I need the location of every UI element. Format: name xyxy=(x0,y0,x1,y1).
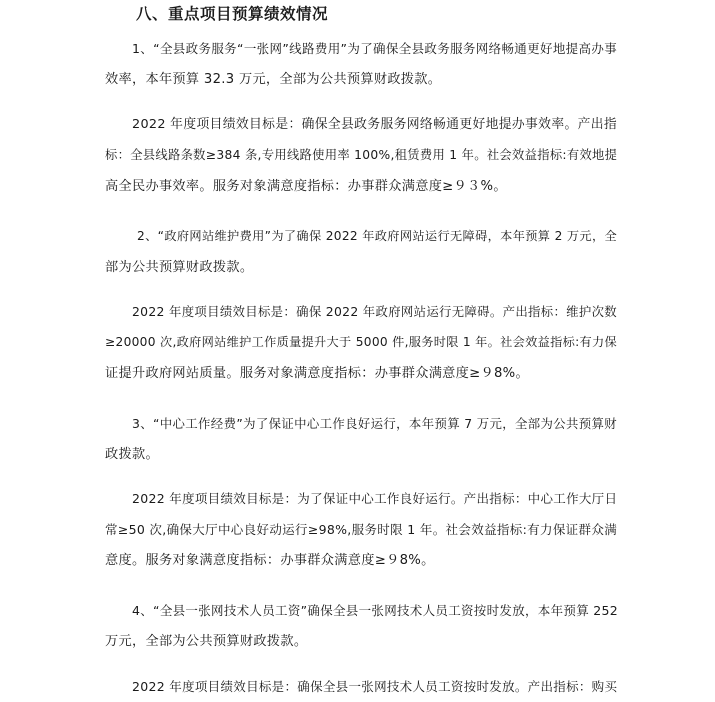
paragraph-project-1-goals xyxy=(105,109,617,202)
paragraph-project-2 xyxy=(105,221,617,283)
paragraph-line: 2022 年度项目绩效目标是：为了保证中心工作良好运行。产出指标：中心工作大厅日 xyxy=(132,491,618,506)
section-heading: 八、重点项目预算绩效情况 xyxy=(136,5,329,23)
paragraph-line: 3、“中心工作经费”为了保证中心工作良好运行，本年预算 7 万元，全部为公共预算财 xyxy=(132,416,617,431)
paragraph-project-1 xyxy=(105,33,617,95)
paragraph-line: 部为公共预算财政拨款。 xyxy=(105,260,254,275)
paragraph-line: 高全民办事效率。服务对象满意度指标：办事群众满意度≥９３%。 xyxy=(105,179,507,194)
paragraph-project-4-goals xyxy=(105,671,617,702)
paragraph-line: 证提升政府网站质量。服务对象满意度指标：办事群众满意度≥９8%。 xyxy=(105,366,530,381)
paragraph-line: 效率，本年预算 32.3 万元，全部为公共预算财政拨款。 xyxy=(105,72,442,87)
paragraph-project-3-goals xyxy=(105,483,617,576)
paragraph-project-3 xyxy=(105,408,617,470)
paragraph-line: 2022 年度项目绩效目标是：确保 2022 年政府网站运行无障碍。产出指标：维护次数 xyxy=(132,304,617,319)
paragraph-line: 常≥50 次,确保大厅中心良好动运行≥98%,服务时限 1 年。社会效益指标:有力保证群众满 xyxy=(105,522,617,537)
paragraph-project-2-goals xyxy=(105,296,617,389)
paragraph-line: 1、“全县政务服务“一张网”线路费用”为了确保全县政务服务网络畅通更好地提高办事 xyxy=(132,41,617,56)
paragraph-line: 标：全县线路条数≥384 条,专用线路使用率 100%,租赁费用 1 年。社会效益指标:有效地提 xyxy=(105,148,618,162)
paragraph-line: 政拨款。 xyxy=(105,447,159,462)
paragraph-line: ≥20000 次,政府网站维护工作质量提升大于 5000 件,服务时限 1 年。社会效益指标:有力保 xyxy=(105,335,617,349)
paragraph-line: 4、“全县一张网技术人员工资”确保全县一张网技术人员工资按时发放，本年预算 252 xyxy=(132,603,619,618)
paragraph-line: 2022 年度项目绩效目标是：确保全县一张网技术人员工资按时发放。产出指标：购买 xyxy=(132,679,618,694)
paragraph-project-4 xyxy=(105,595,617,657)
paragraph-line: 2、“政府网站维护费用”为了确保 2022 年政府网站运行无障碍，本年预算 2 万元，全 xyxy=(137,229,617,243)
paragraph-line: 意度。服务对象满意度指标：办事群众满意度≥９8%。 xyxy=(105,553,435,568)
paragraph-line: 万元，全部为公共预算财政拨款。 xyxy=(105,634,308,649)
paragraph-line: 2022 年度项目绩效目标是：确保全县政务服务网络畅通更好地提办事效率。产出指 xyxy=(132,117,617,132)
